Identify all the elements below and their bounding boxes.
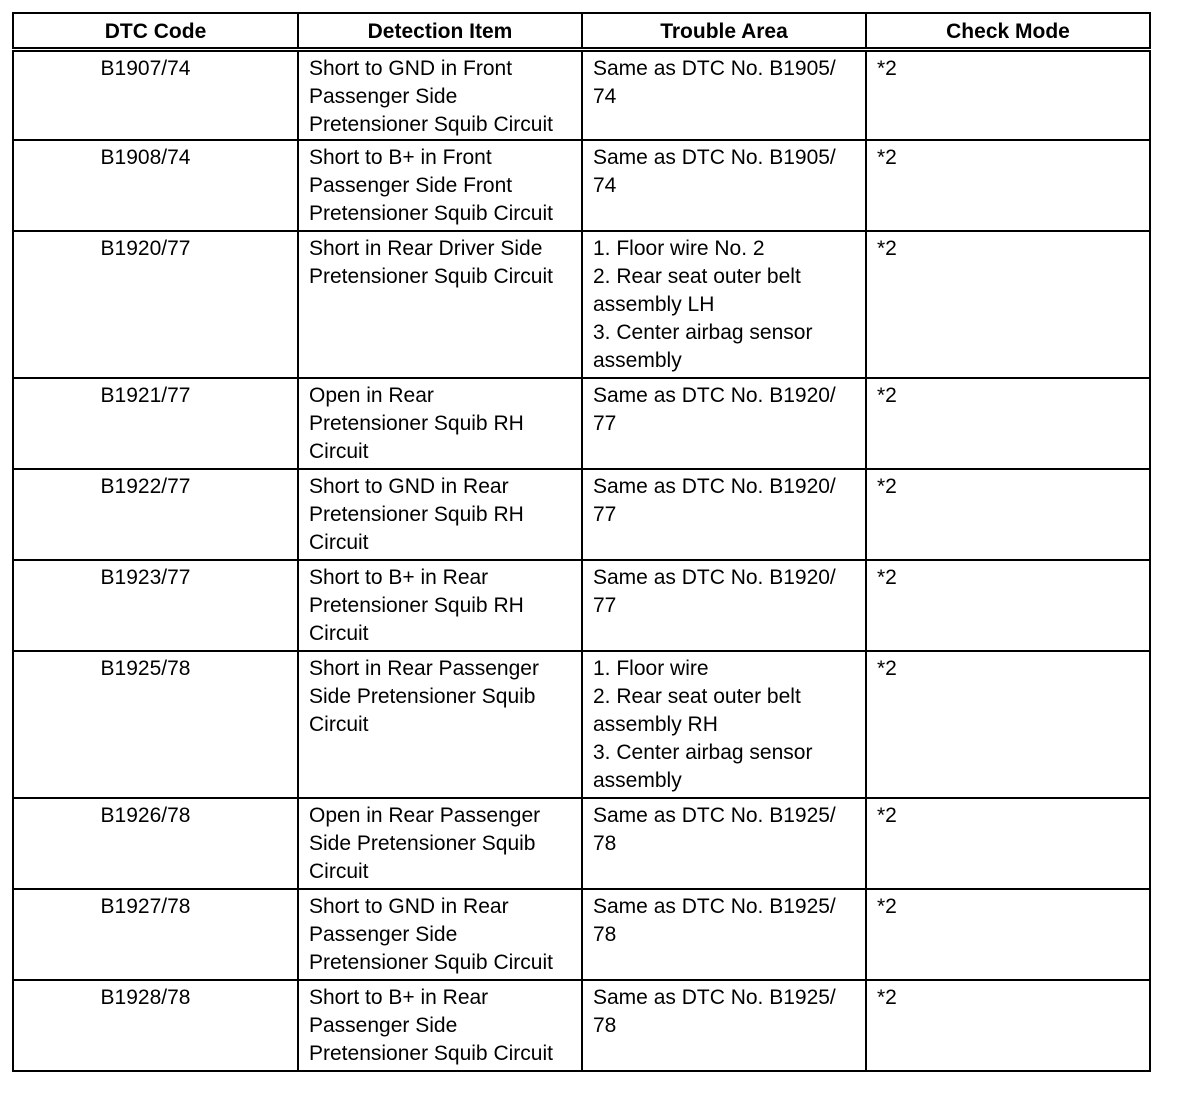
check-mode-cell: *2	[866, 798, 1150, 889]
trouble-area-line: 74	[593, 174, 617, 197]
detection-item-line: Side Pretensioner Squib	[309, 832, 536, 855]
trouble-area-cell	[582, 140, 866, 231]
detection-item-line: Open in Rear Passenger	[309, 804, 541, 827]
detection-item-cell	[298, 49, 582, 140]
detection-item-line: Short to B+ in Rear	[309, 566, 489, 589]
table-header-row	[13, 13, 1150, 49]
detection-item-line: Pretensioner Squib Circuit	[309, 265, 553, 288]
trouble-area-cell	[582, 378, 866, 469]
table-row	[13, 378, 1150, 469]
table-row	[13, 469, 1150, 560]
trouble-area-line: Same as DTC No. B1920/	[593, 566, 836, 589]
detection-item-cell	[298, 231, 582, 378]
detection-item-line: Short to B+ in Rear	[309, 986, 489, 1009]
detection-item-cell	[298, 651, 582, 798]
table-row	[13, 651, 1150, 798]
trouble-area-line: Same as DTC No. B1905/	[593, 146, 836, 169]
detection-item-line: Pretensioner Squib RH	[309, 594, 524, 617]
detection-item-line: Passenger Side	[309, 923, 458, 946]
detection-item-line: Passenger Side Front	[309, 174, 513, 197]
trouble-area-line: assembly RH	[593, 713, 718, 736]
trouble-area-cell	[582, 49, 866, 140]
detection-item-cell	[298, 980, 582, 1071]
trouble-area-line: Same as DTC No. B1905/	[593, 56, 836, 80]
trouble-area-line: Same as DTC No. B1925/	[593, 895, 836, 918]
header-detection-item: Detection Item	[298, 13, 582, 49]
trouble-area-line: 2. Rear seat outer belt	[593, 265, 801, 288]
detection-item-line: Circuit	[309, 860, 369, 883]
detection-item-cell	[298, 469, 582, 560]
detection-item-line: Open in Rear	[309, 384, 434, 407]
check-mode-cell: *2	[866, 651, 1150, 798]
check-mode-cell: *2	[866, 140, 1150, 231]
detection-item-cell	[298, 560, 582, 651]
check-mode-cell: *2	[866, 49, 1150, 140]
table-row	[13, 49, 1150, 140]
dtc-table	[12, 12, 1151, 1072]
trouble-area-line: 78	[593, 1014, 617, 1037]
detection-item-line: Short to GND in Rear	[309, 475, 509, 498]
detection-item-line: Circuit	[309, 713, 369, 736]
header-dtc-code: DTC Code	[13, 13, 298, 49]
check-mode-cell: *2	[866, 469, 1150, 560]
check-mode-cell: *2	[866, 378, 1150, 469]
table-row	[13, 231, 1150, 378]
detection-item-line: Circuit	[309, 622, 369, 645]
trouble-area-line: Same as DTC No. B1920/	[593, 475, 836, 498]
trouble-area-cell	[582, 560, 866, 651]
dtc-code-cell: B1928/78	[13, 980, 298, 1071]
trouble-area-line: 3. Center airbag sensor	[593, 321, 813, 344]
header-check-mode: Check Mode	[866, 13, 1150, 49]
table-row	[13, 560, 1150, 651]
trouble-area-cell	[582, 651, 866, 798]
dtc-code-cell: B1922/77	[13, 469, 298, 560]
trouble-area-line: 78	[593, 923, 617, 946]
detection-item-line: Short in Rear Driver Side	[309, 237, 543, 260]
check-mode-cell: *2	[866, 980, 1150, 1071]
trouble-area-line: assembly LH	[593, 293, 715, 316]
dtc-code-cell: B1908/74	[13, 140, 298, 231]
trouble-area-cell	[582, 469, 866, 560]
detection-item-line: Pretensioner Squib Circuit	[309, 202, 553, 225]
trouble-area-line: assembly	[593, 349, 682, 372]
trouble-area-line: 1. Floor wire	[593, 657, 709, 680]
detection-item-line: Pretensioner Squib Circuit	[309, 951, 553, 974]
trouble-area-line: 77	[593, 412, 617, 435]
dtc-code-cell: B1927/78	[13, 889, 298, 980]
trouble-area-line: 77	[593, 594, 617, 617]
detection-item-line: Pretensioner Squib Circuit	[309, 1042, 553, 1065]
trouble-area-line: 3. Center airbag sensor	[593, 741, 813, 764]
dtc-code-cell: B1923/77	[13, 560, 298, 651]
detection-item-line: Short to B+ in Front	[309, 146, 492, 169]
trouble-area-line: 1. Floor wire No. 2	[593, 237, 765, 260]
detection-item-line: Short to GND in Rear	[309, 895, 509, 918]
trouble-area-line: 74	[593, 84, 617, 108]
table-row	[13, 980, 1150, 1071]
trouble-area-line: assembly	[593, 769, 682, 792]
table-row	[13, 140, 1150, 231]
trouble-area-line: Same as DTC No. B1925/	[593, 804, 836, 827]
detection-item-line: Passenger Side	[309, 84, 458, 108]
trouble-area-cell	[582, 231, 866, 378]
trouble-area-line: 78	[593, 832, 617, 855]
trouble-area-cell	[582, 889, 866, 980]
table-row	[13, 889, 1150, 980]
dtc-code-cell: B1926/78	[13, 798, 298, 889]
detection-item-line: Circuit	[309, 440, 369, 463]
trouble-area-line: Same as DTC No. B1920/	[593, 384, 836, 407]
header-trouble-area: Trouble Area	[582, 13, 866, 49]
dtc-code-cell: B1921/77	[13, 378, 298, 469]
table-row	[13, 798, 1150, 889]
detection-item-line: Short to GND in Front	[309, 56, 513, 80]
detection-item-cell	[298, 378, 582, 469]
detection-item-line: Pretensioner Squib RH	[309, 503, 524, 526]
check-mode-cell: *2	[866, 889, 1150, 980]
trouble-area-line: 77	[593, 503, 617, 526]
trouble-area-cell	[582, 980, 866, 1071]
detection-item-line: Short in Rear Passenger	[309, 657, 539, 680]
check-mode-cell: *2	[866, 560, 1150, 651]
trouble-area-cell	[582, 798, 866, 889]
detection-item-line: Pretensioner Squib Circuit	[309, 112, 553, 136]
detection-item-line: Circuit	[309, 531, 369, 554]
dtc-code-cell: B1920/77	[13, 231, 298, 378]
detection-item-line: Passenger Side	[309, 1014, 458, 1037]
detection-item-cell	[298, 798, 582, 889]
trouble-area-line: Same as DTC No. B1925/	[593, 986, 836, 1009]
check-mode-cell: *2	[866, 231, 1150, 378]
trouble-area-line: 2. Rear seat outer belt	[593, 685, 801, 708]
dtc-code-cell: B1925/78	[13, 651, 298, 798]
detection-item-cell	[298, 889, 582, 980]
dtc-code-cell: B1907/74	[13, 49, 298, 140]
detection-item-line: Side Pretensioner Squib	[309, 685, 536, 708]
table-body	[13, 49, 1150, 1071]
detection-item-line: Pretensioner Squib RH	[309, 412, 524, 435]
detection-item-cell	[298, 140, 582, 231]
